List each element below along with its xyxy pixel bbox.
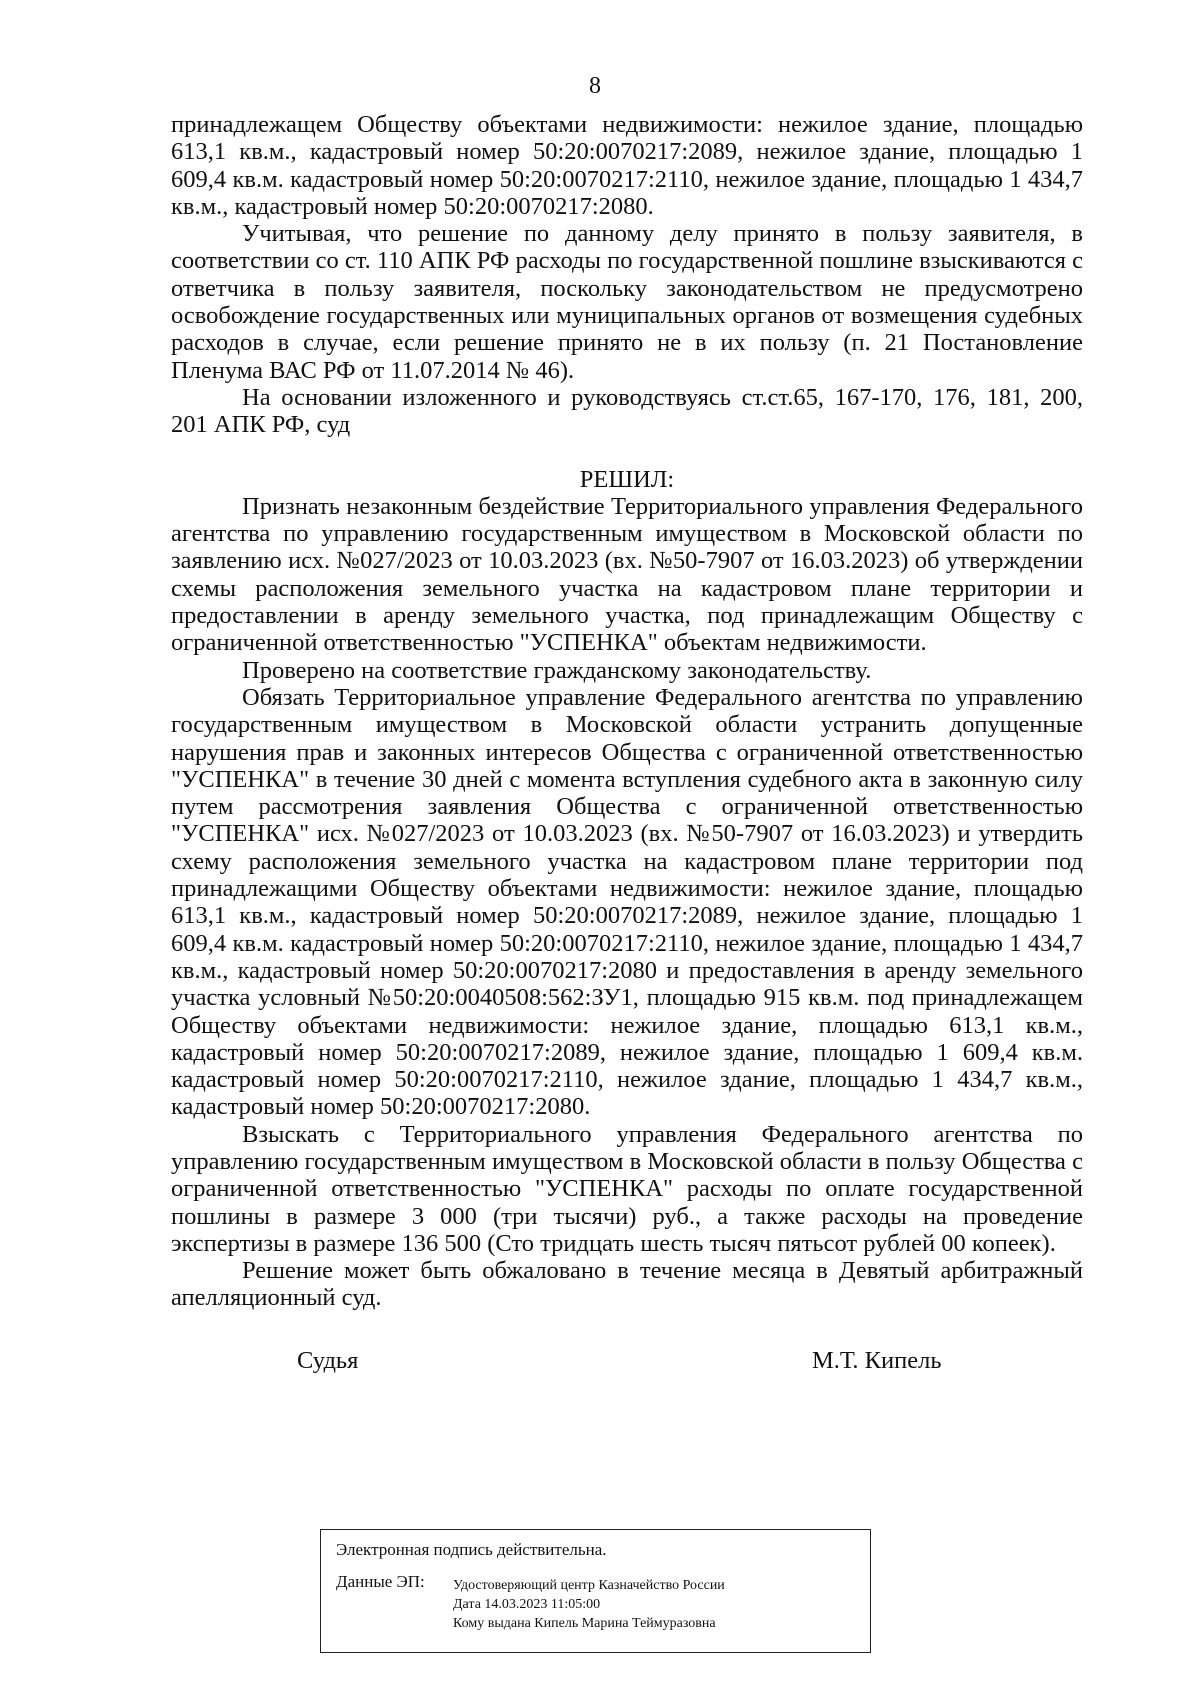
judge-title: Судья (297, 1347, 359, 1374)
electronic-signature-issued-to: Кому выдана Кипель Марина Теймуразовна (453, 1616, 716, 1631)
electronic-signature-label: Данные ЭП: (336, 1572, 425, 1591)
paragraph-legal-basis: На основании изложенного и руководствуясь ст.ст.65, 167-170, 176, 181, 200, 201 АПК РФ, суд (171, 383, 1083, 439)
electronic-signature-details (453, 1576, 725, 1633)
paragraph-court-costs: Учитывая, что решение по данному делу принято в пользу заявителя, в соответствии со ст. 110 АПК РФ расходы по государственной пошлине взыскиваются с ответчика в пользу заявителя, поскольку законодательством не предусмотрено освобождение государственных или муниципальных органов от возмещения судебных расходов в случае, если решение принято не в их пользу (п. 21 Постановление Пленума ВАС РФ от 11.07.2014 № 46). (171, 220, 1083, 384)
decision-paragraph-unlawful-inaction: Признать незаконным бездействие Территориального управления Федерального агентства по управлению государственным имуществом в Московской области по заявлению исх. №027/2023 от 10.03.2023 (вх. №50-7907 от 16.03.2023) об утверждении схемы расположения земельного участка на кадастровом плане территории и предоставлении в аренду земельного участка, под принадлежащим Обществу с ограниченной ответственностью "УСПЕНКА" объектам недвижимости. (171, 492, 1083, 657)
electronic-signature-box (320, 1529, 871, 1653)
electronic-signature-date: Дата 14.03.2023 11:05:00 (453, 1597, 601, 1612)
decision-paragraph-verified: Проверено на соответствие гражданскому законодательству. (242, 656, 872, 684)
electronic-signature-status: Электронная подпись действительна. (336, 1540, 607, 1559)
decision-paragraph-recovery: Взыскать с Территориального управления Федерального агентства по управлению государственным имуществом в Московской области в пользу Общества с ограниченной ответственностью "УСПЕНКА" расходы по оплате государственной пошлины в размере 3 000 (три тысячи) руб., а также расходы на проведение экспертизы в размере 136 500 (Сто тридцать шесть тысяч пятьсот рублей 00 копеек). (171, 1120, 1083, 1257)
electronic-signature-issuer: Удостоверяющий центр Казначейство России (453, 1578, 725, 1593)
judge-name: М.Т. Кипель (812, 1347, 942, 1374)
page-number: 8 (589, 73, 601, 99)
decision-heading: РЕШИЛ: (579, 465, 675, 493)
paragraph-continuation: принадлежащем Обществу объектами недвижимости: нежилое здание, площадью 613,1 кв.м., кадастровый номер 50:20:0070217:2089, нежилое здание, площадью 1 609,4 кв.м. кадастровый номер 50:20:0070217:2110, нежилое здание, площадью 1 434,7 кв.м., кадастровый номер 50:20:0070217:2080. (171, 111, 1083, 220)
document-body (171, 111, 1083, 1312)
decision-paragraph-appeal: Решение может быть обжаловано в течение месяца в Девятый арбитражный апелляционный суд. (171, 1257, 1083, 1312)
decision-paragraph-obligation: Обязать Территориальное управление Федерального агентства по управлению государственным имуществом в Московской области устранить допущенные нарушения прав и законных интересов Общества с ограниченной ответственностью "УСПЕНКА" в течение 30 дней с момента вступления судебного акта в законную силу путем рассмотрения заявления Общества с ограниченной ответственностью "УСПЕНКА" исх. №027/2023 от 10.03.2023 (вх. №50-7907 от 16.03.2023) и утвердить схему расположения земельного участка на кадастровом плане территории под принадлежащими Обществу объектами недвижимости: нежилое здание, площадью 613,1 кв.м., кадастровый номер 50:20:0070217:2089, нежилое здание, площадью 1 609,4 кв.м. кадастровый номер 50:20:0070217:2110, нежилое здание, площадью 1 434,7 кв.м., кадастровый номер 50:20:0070217:2080 и предоставления в аренду земельного участка условный №50:20:0040508:562:ЗУ1, площадью 915 кв.м. под принадлежащем Обществу объектами недвижимости: нежилое здание, площадью 613,1 кв.м., кадастровый номер 50:20:0070217:2089, нежилое здание, площадью 1 609,4 кв.м. кадастровый номер 50:20:0070217:2110, нежилое здание, площадью 1 434,7 кв.м., кадастровый номер 50:20:0070217:2080. (171, 683, 1083, 1121)
